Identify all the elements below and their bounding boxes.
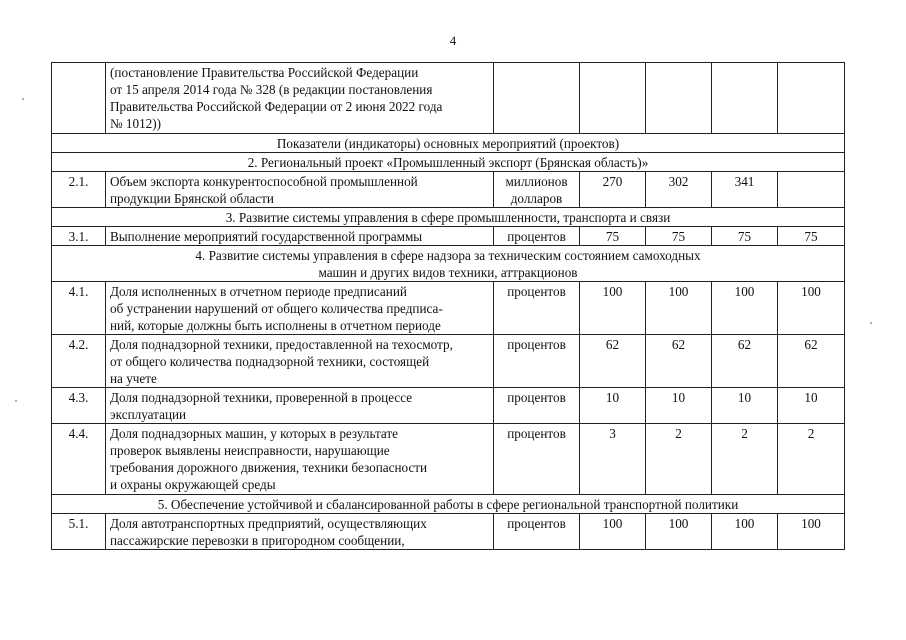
row-value-3: 62 [712,335,778,388]
intro-text-cell: (постановление Правительства Российской Федерации от 15 апреля 2014 года № 328 (в редакции постановления Правительства Российской Федерации от 2 июня 2022 года № 1012)) [106,63,494,134]
row-unit: процентов [494,335,580,388]
row-value-2: 2 [646,424,712,495]
table-row [52,335,845,388]
cell-num [52,63,106,134]
section-row [52,153,845,172]
section-header-2: 2. Региональный проект «Промышленный экспорт (Брянская область)» [52,153,845,172]
row-unit: процентов [494,424,580,495]
row-value-1: 10 [580,388,646,424]
cell-value [778,63,845,134]
table-row [52,282,845,335]
row-value-3: 100 [712,282,778,335]
row-value-3: 341 [712,172,778,208]
row-value-1: 100 [580,514,646,550]
row-value-3: 2 [712,424,778,495]
row-value-4: 62 [778,335,845,388]
row-unit: процентов [494,514,580,550]
row-value-4: 75 [778,227,845,246]
row-value-4 [778,172,845,208]
row-value-3: 75 [712,227,778,246]
row-value-4: 100 [778,282,845,335]
row-name: Доля поднадзорной техники, предоставленной на техосмотр, от общего количества поднадзорной техники, состоящей на учете [106,335,494,388]
page-number: 4 [449,33,457,48]
row-value-1: 75 [580,227,646,246]
section-row [52,134,845,153]
row-number: 4.4. [52,424,106,495]
row-value-4: 10 [778,388,845,424]
table-row [52,63,845,134]
section-header-5: 5. Обеспечение устойчивой и сбалансированной работы в сфере региональной транспортной политики [52,495,845,514]
row-unit: процентов [494,388,580,424]
row-value-4: 2 [778,424,845,495]
row-unit: процентов [494,282,580,335]
row-number: 2.1. [52,172,106,208]
row-name: Выполнение мероприятий государственной программы [106,227,494,246]
row-value-2: 75 [646,227,712,246]
row-value-1: 270 [580,172,646,208]
cell-value [712,63,778,134]
cell-value [646,63,712,134]
row-number: 5.1. [52,514,106,550]
cell-unit [494,63,580,134]
row-name: Доля исполненных в отчетном периоде предписаний об устранении нарушений от общего количества предписа- ний, которые должны быть исполнены в отчетном периоде [106,282,494,335]
row-value-2: 100 [646,514,712,550]
table-row [52,424,845,495]
section-header-4: 4. Развитие системы управления в сфере надзора за техническим состоянием самоходных машин и других видов техники, аттракционов [52,246,845,282]
table-row [52,388,845,424]
row-value-1: 100 [580,282,646,335]
section-header-indicators: Показатели (индикаторы) основных мероприятий (проектов) [52,134,845,153]
table-row [52,172,845,208]
row-unit: миллионов долларов [494,172,580,208]
row-name: Доля поднадзорной техники, проверенной в процессе эксплуатации [106,388,494,424]
row-value-3: 10 [712,388,778,424]
row-name: Доля автотранспортных предприятий, осуществляющих пассажирские перевозки в пригородном сообщении, [106,514,494,550]
row-value-2: 100 [646,282,712,335]
indicators-table [51,62,845,550]
row-number: 4.1. [52,282,106,335]
row-value-1: 3 [580,424,646,495]
table-row [52,514,845,550]
section-row [52,495,845,514]
row-value-1: 62 [580,335,646,388]
row-value-3: 100 [712,514,778,550]
row-unit: процентов [494,227,580,246]
row-name: Доля поднадзорных машин, у которых в результате проверок выявлены неисправности, нарушающие требования дорожного движения, техники безопасности и охраны окружающей среды [106,424,494,495]
row-name: Объем экспорта конкурентоспособной промышленной продукции Брянской области [106,172,494,208]
row-number: 4.3. [52,388,106,424]
section-header-3: 3. Развитие системы управления в сфере промышленности, транспорта и связи [52,208,845,227]
section-row [52,208,845,227]
row-value-2: 302 [646,172,712,208]
row-value-2: 62 [646,335,712,388]
section-row [52,246,845,282]
row-value-2: 10 [646,388,712,424]
row-number: 3.1. [52,227,106,246]
row-number: 4.2. [52,335,106,388]
table-row [52,227,845,246]
cell-value [580,63,646,134]
row-value-4: 100 [778,514,845,550]
